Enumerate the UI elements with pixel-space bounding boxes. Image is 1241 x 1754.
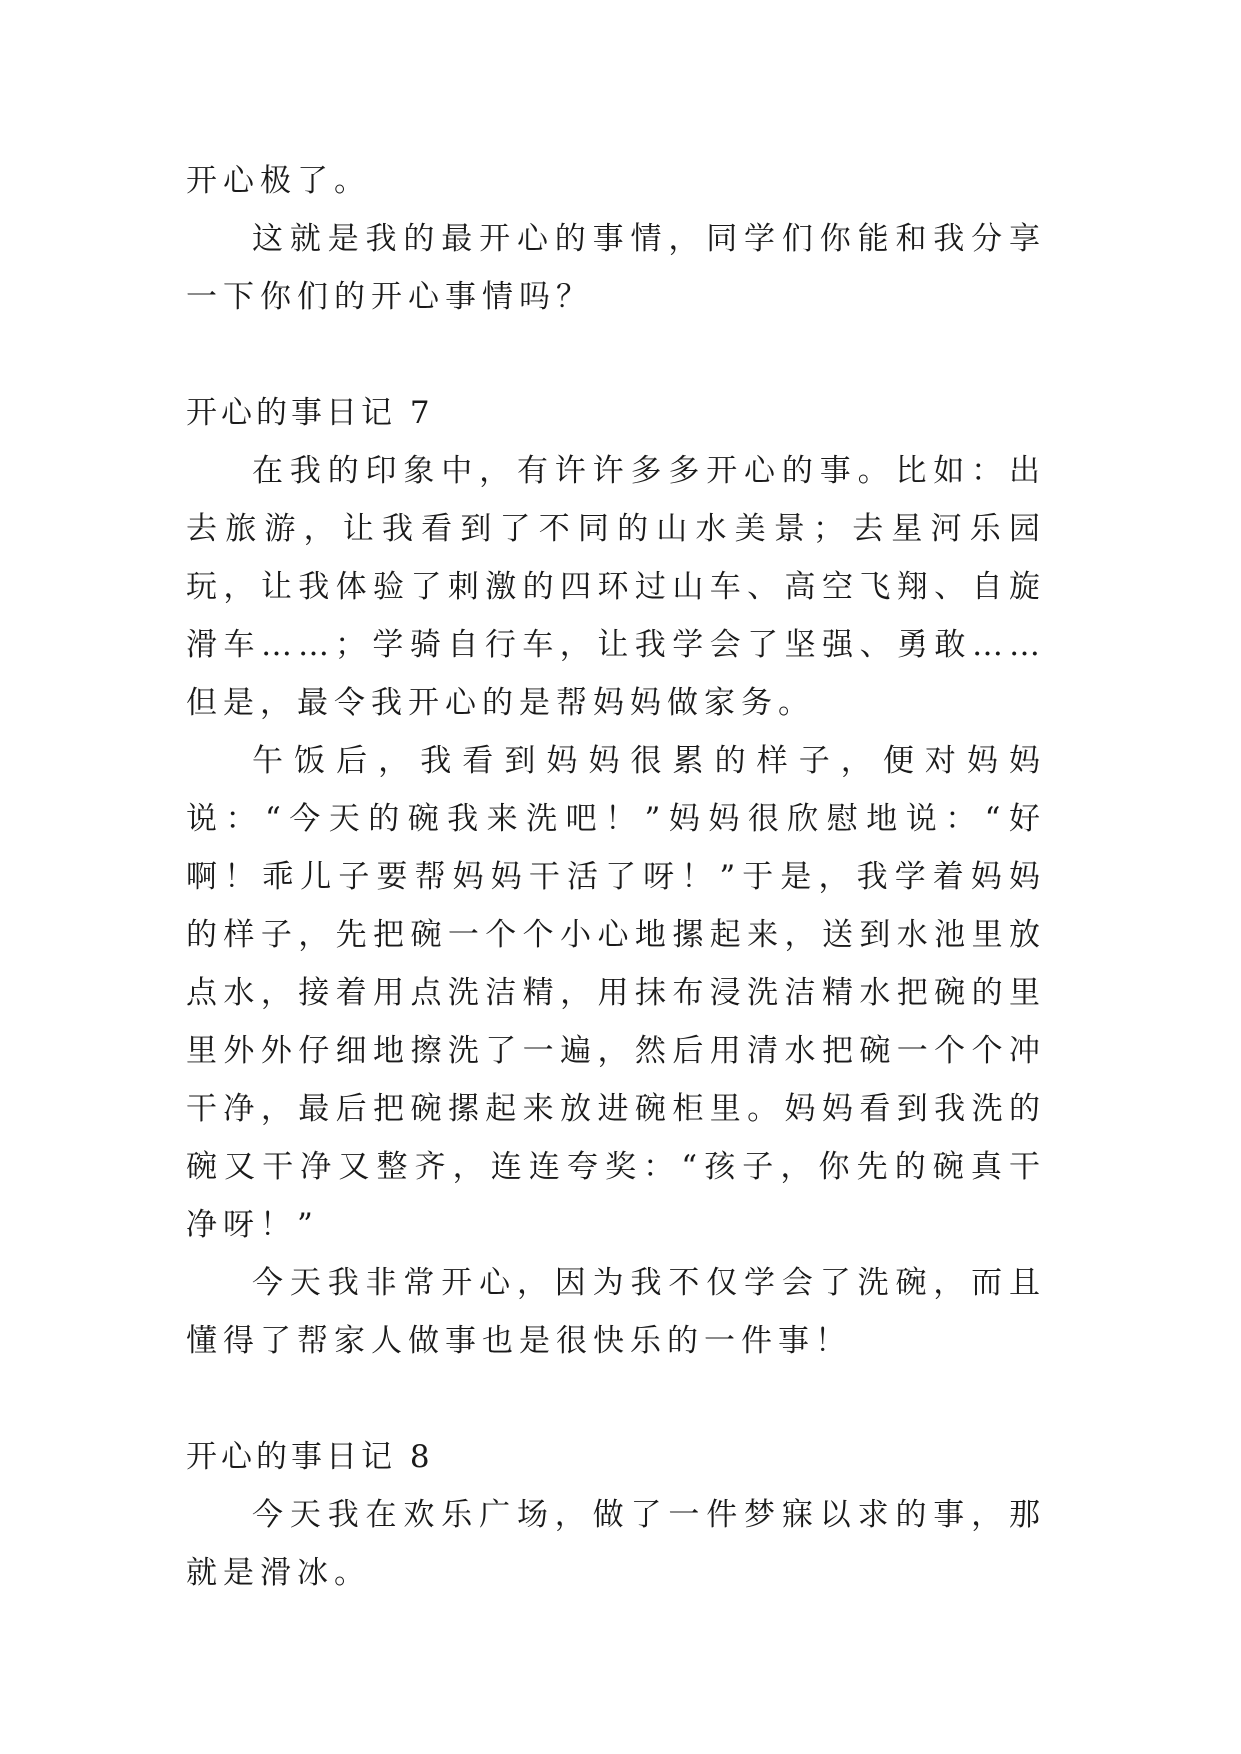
paragraph: 在我的印象中，有许许多多开心的事。比如：出去旅游，让我看到了不同的山水美景；去星河乐园玩，让我体验了刺激的四环过山车、高空飞翔、自旋滑车……；学骑自行车，让我学会了坚强、勇敢……但是，最令我开心的是帮妈妈做家务。 [186,453,1046,721]
paragraph: 今天我非常开心，因为我不仅学会了洗碗，而且懂得了帮家人做事也是很快乐的一件事！ [186,1265,1046,1359]
section-title-7: 开心的事日记 7 [186,395,434,431]
document-body [186,152,1046,1602]
paragraph: 今天我在欢乐广场，做了一件梦寐以求的事，那就是滑冰。 [186,1497,1046,1591]
paragraph-continuation: 开心极了。 [186,163,371,199]
section-title-8: 开心的事日记 8 [186,1439,434,1475]
paragraph: 午饭后，我看到妈妈很累的样子，便对妈妈说：“今天的碗我来洗吧！”妈妈很欣慰地说：“好啊！乖儿子要帮妈妈干活了呀！”于是，我学着妈妈的样子，先把碗一个个小心地摞起来，送到水池里放点水，接着用点洗洁精，用抹布浸洗洁精水把碗的里里外外仔细地擦洗了一遍，然后用清水把碗一个个冲干净，最后把碗摞起来放进碗柜里。妈妈看到我洗的碗又干净又整齐，连连夸奖：“孩子，你先的碗真干净呀！” [186,743,1046,1243]
paragraph: 这就是我的最开心的事情，同学们你能和我分享一下你们的开心事情吗？ [186,221,1046,315]
